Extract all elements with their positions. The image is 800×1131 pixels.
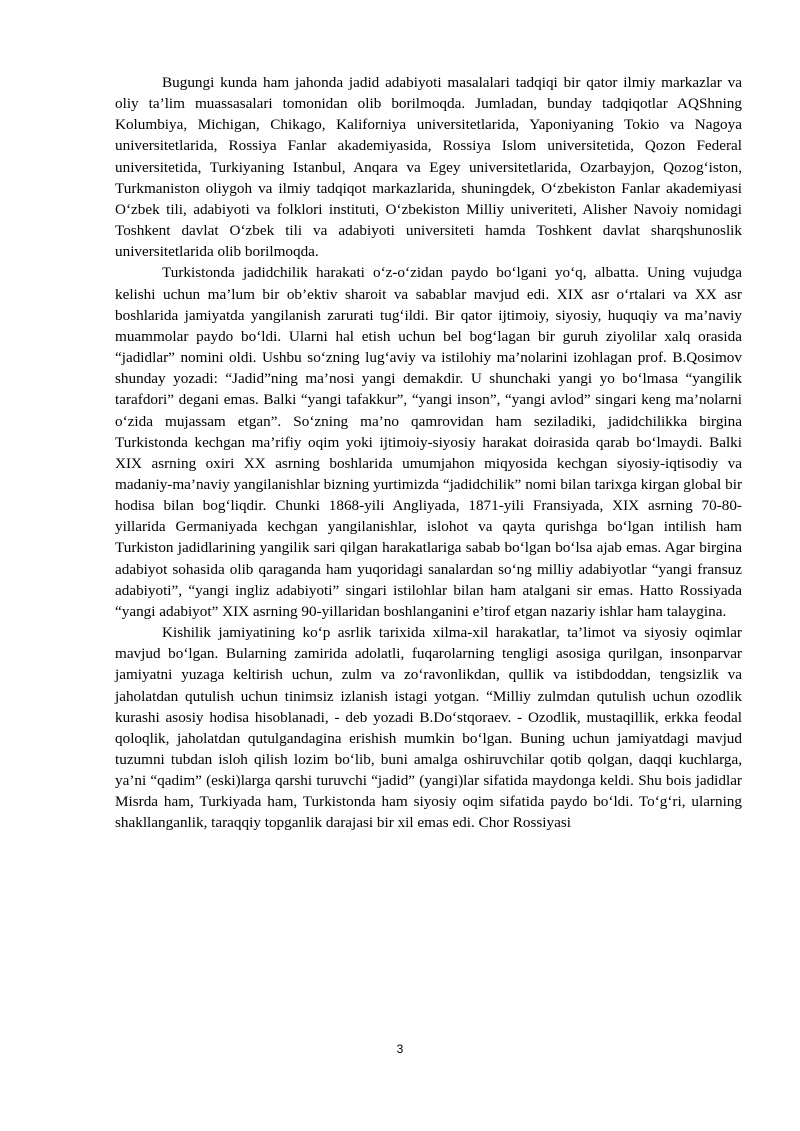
document-body: [115, 72, 742, 834]
page-number: 3: [396, 1042, 404, 1056]
paragraph-1: Bugungi kunda ham jahonda jadid adabiyoti masalalari tadqiqi bir qator ilmiy markazlar va oliy ta’lim muassasalari tomonidan olib borilmoqda. Jumladan, bunday tadqiqotlar AQShning Kolumbiya, Michigan, Chikago, Kaliforniya universitetlarida, Yaponiyaning Tokio va Nagoya universitetlarida, Rossiya Fanlar akademiyasida, Rossiya Islom universitetida, Qozon Federal universitetida, Turkiyaning Istanbul, Anqara va Egey universitetlarida, Ozarbayjon, Qozog‘iston, Turkmaniston oliygoh va ilmiy tadqiqot markazlarida, shuningdek, O‘zbekiston Fanlar akademiyasi O‘zbek tili, adabiyoti va folklori instituti, O‘zbekiston Milliy univeriteti, Alisher Navoiy nomidagi Toshkent davlat O‘zbek tili va adabiyoti universiteti hamda Toshkent davlat sharqshunoslik universitetlarida olib borilmoqda.: [115, 74, 742, 261]
paragraph-3: Kishilik jamiyatining ko‘p asrlik tarixida xilma-xil harakatlar, ta’limot va siyosiy oqimlar mavjud bo‘lgan. Bularning zamirida adolatli, fuqarolarning tengligi asosiga qurilgan, insonparvar jamiyatni yuzaga keltirish uchun, zulm va zo‘ravonlikdan, qullik va istibdoddan, tengsizlik va jaholatdan qutulish uchun tinimsiz izlanish istagi yotgan. “Milliy zulmdan qutulish uchun ozodlik kurashi asosiy hodisa hisoblanadi, - deb yozadi B.Do‘stqoraev. - Ozodlik, mustaqillik, erkka feodal qoloqlik, jaholatdan qutulgandagina erishish mumkin bo‘lgan. Buning uchun jamiyatdagi mavjud tuzumni tubdan isloh qilish lozim bo‘lib, buni amalga oshiruvchilar qotib qolgan, daqqi kuchlarga, ya’ni “qadim” (eski)larga qarshi turuvchi “jadid” (yangi)lar sifatida maydonga keldi. Shu bois jadidlar Misrda ham, Turkiyada ham, Turkistonda ham siyosiy oqim sifatida paydo bo‘ldi. To‘g‘ri, ularning shakllanganlik, taraqqiy topganlik darajasi bir xil emas edi. Chor Rossiyasi: [115, 624, 742, 832]
paragraph-2: Turkistonda jadidchilik harakati o‘z-o‘zidan paydo bo‘lgani yo‘q, albatta. Uning vujudga kelishi uchun ma’lum bir ob’ektiv sharoit va sabablar mavjud edi. XIX asr o‘rtalari va XX asr boshlarida jamiyatda yangilanish zarurati tug‘ildi. Bir qator ijtimoiy, siyosiy, huquqiy va ma’naviy muammolar paydo bo‘ldi. Ularni hal etish uchun bel bog‘lagan bir guruh ziyolilar xalq orasida “jadidlar” nomini oldi. Ushbu so‘zning lug‘aviy va istilohiy ma’nolarini izohlagan prof. B.Qosimov shunday yozadi: “Jadid”ning ma’nosi yangi demakdir. U shunchaki yangi yo bo‘lmasa “yangilik tarafdori” degani emas. Balki “yangi tafakkur”, “yangi inson”, “yangi avlod” singari keng ma’nolarni o‘zida mujassam etgan”. So‘zning ma’no qamrovidan ham seziladiki, jadidchilikka birgina Turkistonda kechgan ma’rifiy oqim yoki ijtimoiy-siyosiy harakat doirasida qarab bo‘lmaydi. Balki XIX asrning oxiri XX asrning boshlarida umumjahon miqyosida kechgan siyosiy-iqtisodiy va madaniy-ma’naviy yangilanishlar bizning yurtimizda “jadidchilik” nomi bilan tarixga kirgan global bir hodisa bilan bog‘liqdir. Chunki 1868-yili Angliyada, 1871-yili Fransiyada, XIX asrning 70-80-yillarida Germaniyada kechgan yangilanishlar, islohot va qayta qurishga bo‘lgan intilish ham Turkiston jadidlarining yangilik sari qilgan harakatlariga sabab bo‘lgan bo‘lsa ajab emas. Agar birgina adabiyot sohasida olib qaraganda ham yuqoridagi sanalardan so‘ng milliy adabiyotlar “yangi fransuz adabiyoti”, “yangi ingliz adabiyoti” singari istilohlar bilan ham atalgani sir emas. Hatto Rossiyada “yangi adabiyot” XIX asrning 90-yillaridan boshlanganini e’tirof etgan nazariy ishlar ham talaygina.: [115, 264, 742, 620]
